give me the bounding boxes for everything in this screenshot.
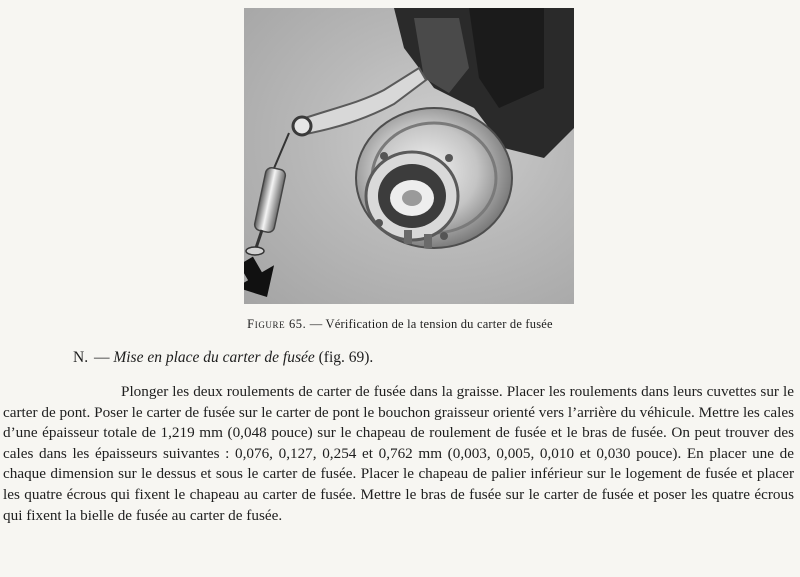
section-dash: — (90, 349, 114, 366)
figure-title: — Vérification de la tension du carter de fusée (306, 317, 553, 331)
figure-photo (244, 8, 574, 304)
section-figure-ref: (fig. 69). (314, 349, 374, 366)
figure-label: Figure 65. (247, 317, 307, 331)
section-title: Mise en place du carter de fusée (113, 349, 315, 366)
body-paragraph: Plonger les deux roulements de carter de fusée dans la graisse. Placer les roulements dans leurs cuvettes sur le carter de pont. Poser le carter de fusée sur le carter de pont le bouchon graisseur orienté vers l’arrière du véhicule. Mettre les cales d’une épaisseur totale de 1,219 mm (0,048 pouce) sur le chapeau de roulement de fusée et le bras de fusée. On peut trouver des cales dans les épaisseurs suivantes : 0,076, 0,127, 0,254 et 0,762 mm (0,003, 0,005, 0,010 et 0,030 pouce). En placer une de chaque dimension sur le dessus et sous le carter de fusée. Placer le chapeau de palier inférieur sur le logement de fusée et placer les quatre écrous qui fixent le chapeau au carter de fusée. Mettre le bras de fusée sur le carter de fusée et poser les quatre écrous qui fixent la bielle de fusée au carter de fusée. (3, 383, 794, 524)
steering-knuckle-photo (244, 8, 574, 304)
figure-caption (0, 317, 800, 332)
section-number: N. (73, 349, 89, 366)
section-heading (73, 349, 373, 367)
